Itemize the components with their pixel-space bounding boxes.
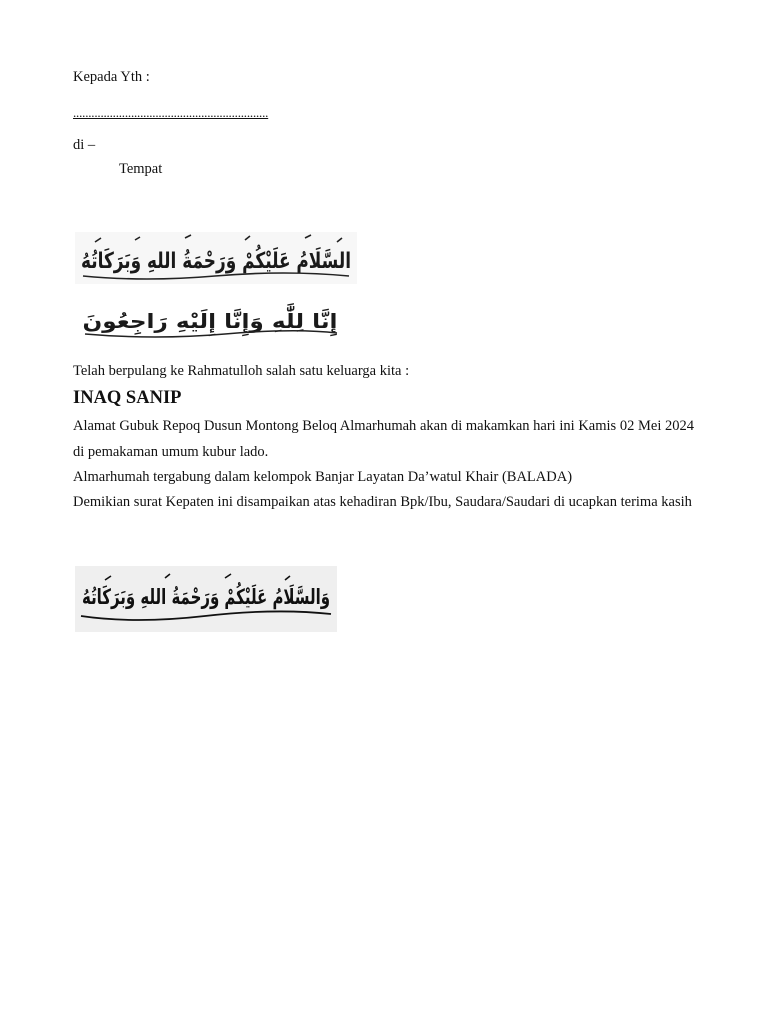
funeral-details-paragraph: Alamat Gubuk Repoq Dusun Montong Beloq Almarhumah akan di makamkan hari ini Kamis 02 Mei 2024 di pemakaman umum kubur lado. xyxy=(73,418,694,460)
location-label: Tempat xyxy=(119,161,163,177)
inna-lillahi-calligraphy-image xyxy=(75,300,345,342)
inna-lillahi-calligraphy-text: إِنَّا لِلَّٰهِ وَإِنَّا إِلَيْهِ رَاجِعُونَ xyxy=(82,309,303,333)
deceased-name: INAQ SANIP xyxy=(73,388,182,408)
salam-calligraphy-image xyxy=(75,232,433,284)
announcement-intro: Telah berpulang ke Rahmatulloh salah satu keluarga kita : xyxy=(73,363,410,379)
recipient-placeholder: ................................................................ xyxy=(73,105,269,120)
location-prefix: di – xyxy=(73,137,96,153)
salam-calligraphy-text: السَّلَامُ عَلَيْكُمْ وَرَحْمَةُ اللهِ وَبَرَكَاتُهُ xyxy=(81,249,433,274)
membership-paragraph: Almarhumah tergabung dalam kelompok Banjar Layatan Da’watul Khair (BALADA) xyxy=(73,469,573,485)
addressee-label: Kepada Yth : xyxy=(73,69,150,85)
wassalam-calligraphy-text: وَالسَّلَامُ عَلَيْكُمْ وَرَحْمَةُ اللهِ وَبَرَكَاتُهُ xyxy=(82,585,431,609)
closing-paragraph: Demikian surat Kepaten ini disampaikan atas kehadiran Bpk/Ibu, Saudara/Saudari di ucapkan terima kasih xyxy=(73,494,692,510)
wassalam-calligraphy-image xyxy=(75,566,431,632)
